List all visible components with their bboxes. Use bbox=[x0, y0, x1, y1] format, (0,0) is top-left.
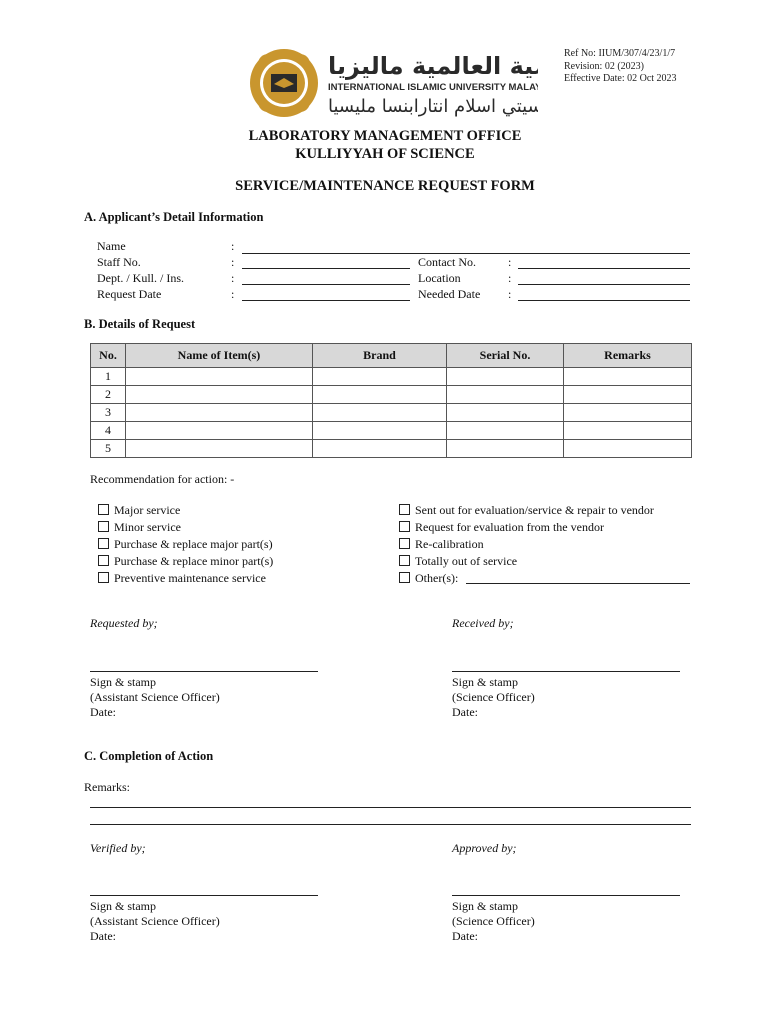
section-c-heading: C. Completion of Action bbox=[84, 749, 214, 763]
column-header: Remarks bbox=[564, 344, 692, 368]
item-cell[interactable] bbox=[126, 422, 313, 440]
date-label: Date: bbox=[90, 929, 116, 943]
colon: : bbox=[231, 239, 235, 253]
option-recalibration[interactable] bbox=[399, 536, 654, 553]
contact-no-field[interactable] bbox=[518, 268, 690, 269]
table-row bbox=[91, 422, 692, 440]
sign-stamp-text: Sign & stamp bbox=[90, 899, 157, 913]
remarks-cell[interactable] bbox=[564, 404, 692, 422]
colon: : bbox=[508, 255, 512, 269]
item-cell[interactable] bbox=[126, 386, 313, 404]
option-label: Totally out of service bbox=[415, 554, 518, 568]
approved-by-label: Approved by; bbox=[452, 841, 517, 855]
remarks-cell[interactable] bbox=[564, 386, 692, 404]
checkbox[interactable] bbox=[399, 538, 410, 549]
option-replace-minor[interactable] bbox=[98, 553, 273, 570]
svg-text:ﯾﻮﻧﯿﺒﺮﺳﯿﺘﻲ ﺍﺳﻼﻡ ﺍﻧﺘﺎﺭﺍﺑﻨﺴﺎ ﻣﻠﯿ: ﺳﯿﺘﻲ ﺍﺳﻼﻡ ﺍﻧﺘﺎﺭﺍﺑﻨﺴﺎ ﻣﻠﯿﺴﯿﺎ bbox=[328, 96, 538, 117]
received-by-label: Received by; bbox=[452, 616, 514, 630]
option-major-service[interactable] bbox=[98, 502, 273, 519]
effective-date: Effective Date: 02 Oct 2023 bbox=[564, 73, 677, 84]
option-preventive[interactable] bbox=[98, 570, 273, 587]
option-out-of-service[interactable] bbox=[399, 553, 654, 570]
requested-signature-line[interactable] bbox=[90, 671, 318, 672]
column-header: Name of Item(s) bbox=[126, 344, 313, 368]
options-right bbox=[399, 502, 654, 587]
checkbox[interactable] bbox=[98, 538, 109, 549]
university-name: INTERNATIONAL ISLAMIC UNIVERSITY MALAYSIA bbox=[328, 82, 538, 93]
ref-number: Ref No: IIUM/307/4/23/1/7 bbox=[564, 48, 676, 59]
date-label: Date: bbox=[452, 929, 478, 943]
items-table bbox=[90, 343, 692, 458]
option-label: Major service bbox=[114, 503, 181, 517]
date-label: Date: bbox=[452, 705, 478, 719]
option-vendor-evaluation[interactable] bbox=[399, 519, 654, 536]
option-minor-service[interactable] bbox=[98, 519, 273, 536]
option-label: Other(s): bbox=[415, 571, 459, 585]
table-row bbox=[91, 386, 692, 404]
option-label: Preventive maintenance service bbox=[114, 571, 266, 585]
university-logo bbox=[246, 44, 538, 122]
brand-cell[interactable] bbox=[313, 440, 447, 458]
checkbox[interactable] bbox=[399, 521, 410, 532]
remarks-cell[interactable] bbox=[564, 422, 692, 440]
option-label: Purchase & replace minor part(s) bbox=[114, 554, 274, 568]
verified-signature-line[interactable] bbox=[90, 895, 318, 896]
staff-no-field[interactable] bbox=[242, 268, 410, 269]
option-label: Re-calibration bbox=[415, 537, 484, 551]
requested-sign-block bbox=[90, 675, 220, 720]
sign-stamp-text: Sign & stamp bbox=[90, 675, 157, 689]
received-sign-block bbox=[452, 675, 535, 720]
colon: : bbox=[508, 287, 512, 301]
form-title: SERVICE/MAINTENANCE REQUEST FORM bbox=[235, 178, 535, 194]
checkbox[interactable] bbox=[399, 555, 410, 566]
kulliyyah-title: KULLIYYAH OF SCIENCE bbox=[295, 146, 475, 162]
colon: : bbox=[231, 287, 235, 301]
emblem-icon bbox=[250, 49, 318, 117]
remarks-cell[interactable] bbox=[564, 368, 692, 386]
colon: : bbox=[231, 271, 235, 285]
sign-stamp-text: Sign & stamp bbox=[452, 899, 519, 913]
column-header: Serial No. bbox=[447, 344, 564, 368]
section-b-heading: B. Details of Request bbox=[84, 317, 196, 331]
location-label: Location bbox=[418, 271, 461, 285]
checkbox[interactable] bbox=[399, 504, 410, 515]
contact-no-label: Contact No. bbox=[418, 255, 476, 269]
remarks-label: Remarks: bbox=[84, 780, 130, 794]
verified-sign-block bbox=[90, 899, 220, 944]
approved-sign-block bbox=[452, 899, 535, 944]
serial-cell[interactable] bbox=[447, 422, 564, 440]
requested-by-label: Requested by; bbox=[90, 616, 158, 630]
checkbox[interactable] bbox=[98, 555, 109, 566]
revision: Revision: 02 (2023) bbox=[564, 60, 644, 72]
row-number: 5 bbox=[91, 440, 126, 458]
approved-signature-line[interactable] bbox=[452, 895, 680, 896]
dept-label: Dept. / Kull. / Ins. bbox=[97, 271, 184, 285]
table-row bbox=[91, 440, 692, 458]
remarks-line[interactable] bbox=[90, 824, 691, 825]
option-label: Purchase & replace major part(s) bbox=[114, 537, 273, 551]
svg-text:ﺍﻟﺠﺎﻣﻌﺔ ﺍﻹﺳﻼﻣﻴﺔ ﺍﻟﻌﺎﻟﻤﻴﺔ ﻣﺎﻟﻴﺰ: ﻴﺔ ﺍﻟﻌﺎﻟﻤﻴﺔ ﻣﺎﻟﻴﺰﻳﺎ bbox=[328, 52, 534, 80]
dept-field[interactable] bbox=[242, 284, 410, 285]
recommendation-label: Recommendation for action: - bbox=[90, 472, 235, 486]
option-replace-major[interactable] bbox=[98, 536, 273, 553]
option-label: Sent out for evaluation/service & repair to vendor bbox=[415, 503, 654, 517]
item-cell[interactable] bbox=[126, 440, 313, 458]
colon: : bbox=[231, 255, 235, 269]
item-cell[interactable] bbox=[126, 404, 313, 422]
others-field[interactable] bbox=[466, 583, 690, 584]
section-a-heading: A. Applicant’s Detail Information bbox=[84, 210, 264, 224]
column-header: Brand bbox=[313, 344, 447, 368]
ref-info bbox=[564, 48, 677, 86]
serial-cell[interactable] bbox=[447, 440, 564, 458]
column-header: No. bbox=[91, 344, 126, 368]
options-left bbox=[98, 502, 273, 587]
table-row bbox=[91, 404, 692, 422]
verified-by-label: Verified by; bbox=[90, 841, 146, 855]
location-field[interactable] bbox=[518, 284, 690, 285]
serial-cell[interactable] bbox=[447, 404, 564, 422]
row-number: 2 bbox=[91, 386, 126, 404]
option-label: Request for evaluation from the vendor bbox=[415, 520, 604, 534]
received-signature-line[interactable] bbox=[452, 671, 680, 672]
item-cell[interactable] bbox=[126, 368, 313, 386]
staff-no-label: Staff No. bbox=[97, 255, 141, 269]
needed-date-label: Needed Date bbox=[418, 287, 481, 301]
remarks-cell[interactable] bbox=[564, 440, 692, 458]
brand-cell[interactable] bbox=[313, 404, 447, 422]
row-number: 4 bbox=[91, 422, 126, 440]
brand-cell[interactable] bbox=[313, 422, 447, 440]
role-text: (Science Officer) bbox=[452, 690, 535, 704]
option-label: Minor service bbox=[114, 520, 181, 534]
checkbox[interactable] bbox=[98, 504, 109, 515]
office-title: LABORATORY MANAGEMENT OFFICE bbox=[248, 128, 522, 144]
serial-cell[interactable] bbox=[447, 368, 564, 386]
role-text: (Assistant Science Officer) bbox=[90, 914, 220, 928]
name-field[interactable] bbox=[242, 253, 690, 254]
checkbox[interactable] bbox=[98, 521, 109, 532]
role-text: (Assistant Science Officer) bbox=[90, 690, 220, 704]
table-header-row bbox=[91, 344, 692, 368]
needed-date-field[interactable] bbox=[518, 300, 690, 301]
name-label: Name bbox=[97, 239, 126, 253]
row-number: 1 bbox=[91, 368, 126, 386]
serial-cell[interactable] bbox=[447, 386, 564, 404]
remarks-line[interactable] bbox=[90, 807, 691, 808]
sign-stamp-text: Sign & stamp bbox=[452, 675, 519, 689]
brand-cell[interactable] bbox=[313, 386, 447, 404]
option-others[interactable] bbox=[399, 570, 654, 587]
option-sent-out[interactable] bbox=[399, 502, 654, 519]
request-date-field[interactable] bbox=[242, 300, 410, 301]
table-row bbox=[91, 368, 692, 386]
brand-cell[interactable] bbox=[313, 368, 447, 386]
checkbox[interactable] bbox=[399, 572, 410, 583]
request-date-label: Request Date bbox=[97, 287, 162, 301]
checkbox[interactable] bbox=[98, 572, 109, 583]
date-label: Date: bbox=[90, 705, 116, 719]
role-text: (Science Officer) bbox=[452, 914, 535, 928]
colon: : bbox=[508, 271, 512, 285]
row-number: 3 bbox=[91, 404, 126, 422]
